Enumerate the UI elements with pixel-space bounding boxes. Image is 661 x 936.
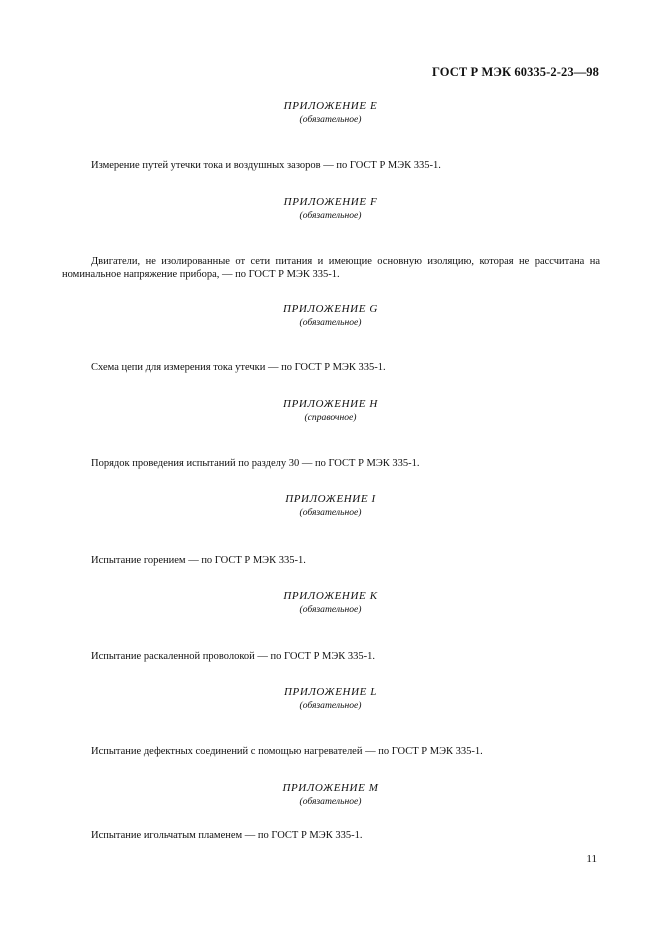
appendix-l-text: Испытание дефектных соединений с помощью нагревателей — по ГОСТ Р МЭК 335-1.: [91, 746, 483, 757]
appendix-h-heading: [0, 398, 661, 424]
appendix-title: ПРИЛОЖЕНИЕ G: [283, 303, 378, 315]
appendix-k-heading: [0, 590, 661, 616]
appendix-title: ПРИЛОЖЕНИЕ M: [282, 782, 379, 794]
appendix-title: ПРИЛОЖЕНИЕ I: [285, 493, 376, 505]
appendix-title: ПРИЛОЖЕНИЕ K: [283, 590, 378, 602]
appendix-status: (обязательное): [299, 700, 362, 711]
appendix-status: (обязательное): [299, 507, 362, 518]
appendix-e-text: Измерение путей утечки тока и воздушных зазоров — по ГОСТ Р МЭК 335-1.: [91, 160, 441, 171]
appendix-e-heading: [0, 100, 661, 126]
appendix-m-text: Испытание игольчатым пламенем — по ГОСТ Р МЭК 335-1.: [91, 830, 363, 841]
appendix-title: ПРИЛОЖЕНИЕ H: [283, 398, 378, 410]
appendix-status: (обязательное): [299, 317, 362, 328]
appendix-f-text: Двигатели, не изолированные от сети питания и имеющие основную изоляцию, которая не рассчитана на номинальное напряжение прибора, — по ГОСТ Р МЭК 335-1.: [62, 256, 600, 280]
appendix-status: (обязательное): [299, 114, 362, 125]
appendix-k-text: Испытание раскаленной проволокой — по ГОСТ Р МЭК 335-1.: [91, 651, 376, 662]
appendix-status: (обязательное): [299, 796, 362, 807]
appendix-h-text: Порядок проведения испытаний по разделу 30 — по ГОСТ Р МЭК 335-1.: [91, 458, 420, 469]
appendix-status: (обязательное): [299, 604, 362, 615]
appendix-status: (справочное): [304, 412, 357, 423]
appendix-title: ПРИЛОЖЕНИЕ F: [283, 196, 378, 208]
appendix-i-text: Испытание горением — по ГОСТ Р МЭК 335-1.: [91, 555, 306, 566]
appendix-l-heading: [0, 686, 661, 712]
document-header: ГОСТ Р МЭК 60335-2-23—98: [432, 65, 599, 79]
appendix-i-heading: [0, 493, 661, 519]
appendix-g-text: Схема цепи для измерения тока утечки — по ГОСТ Р МЭК 335-1.: [91, 362, 386, 373]
appendix-m-heading: [0, 782, 661, 808]
appendix-title: ПРИЛОЖЕНИЕ L: [283, 686, 378, 698]
appendix-f-heading: [0, 196, 661, 222]
appendix-title: ПРИЛОЖЕНИЕ E: [283, 100, 378, 112]
appendix-status: (обязательное): [299, 210, 362, 221]
appendix-g-heading: [0, 303, 661, 329]
page-number: 11: [586, 853, 597, 865]
